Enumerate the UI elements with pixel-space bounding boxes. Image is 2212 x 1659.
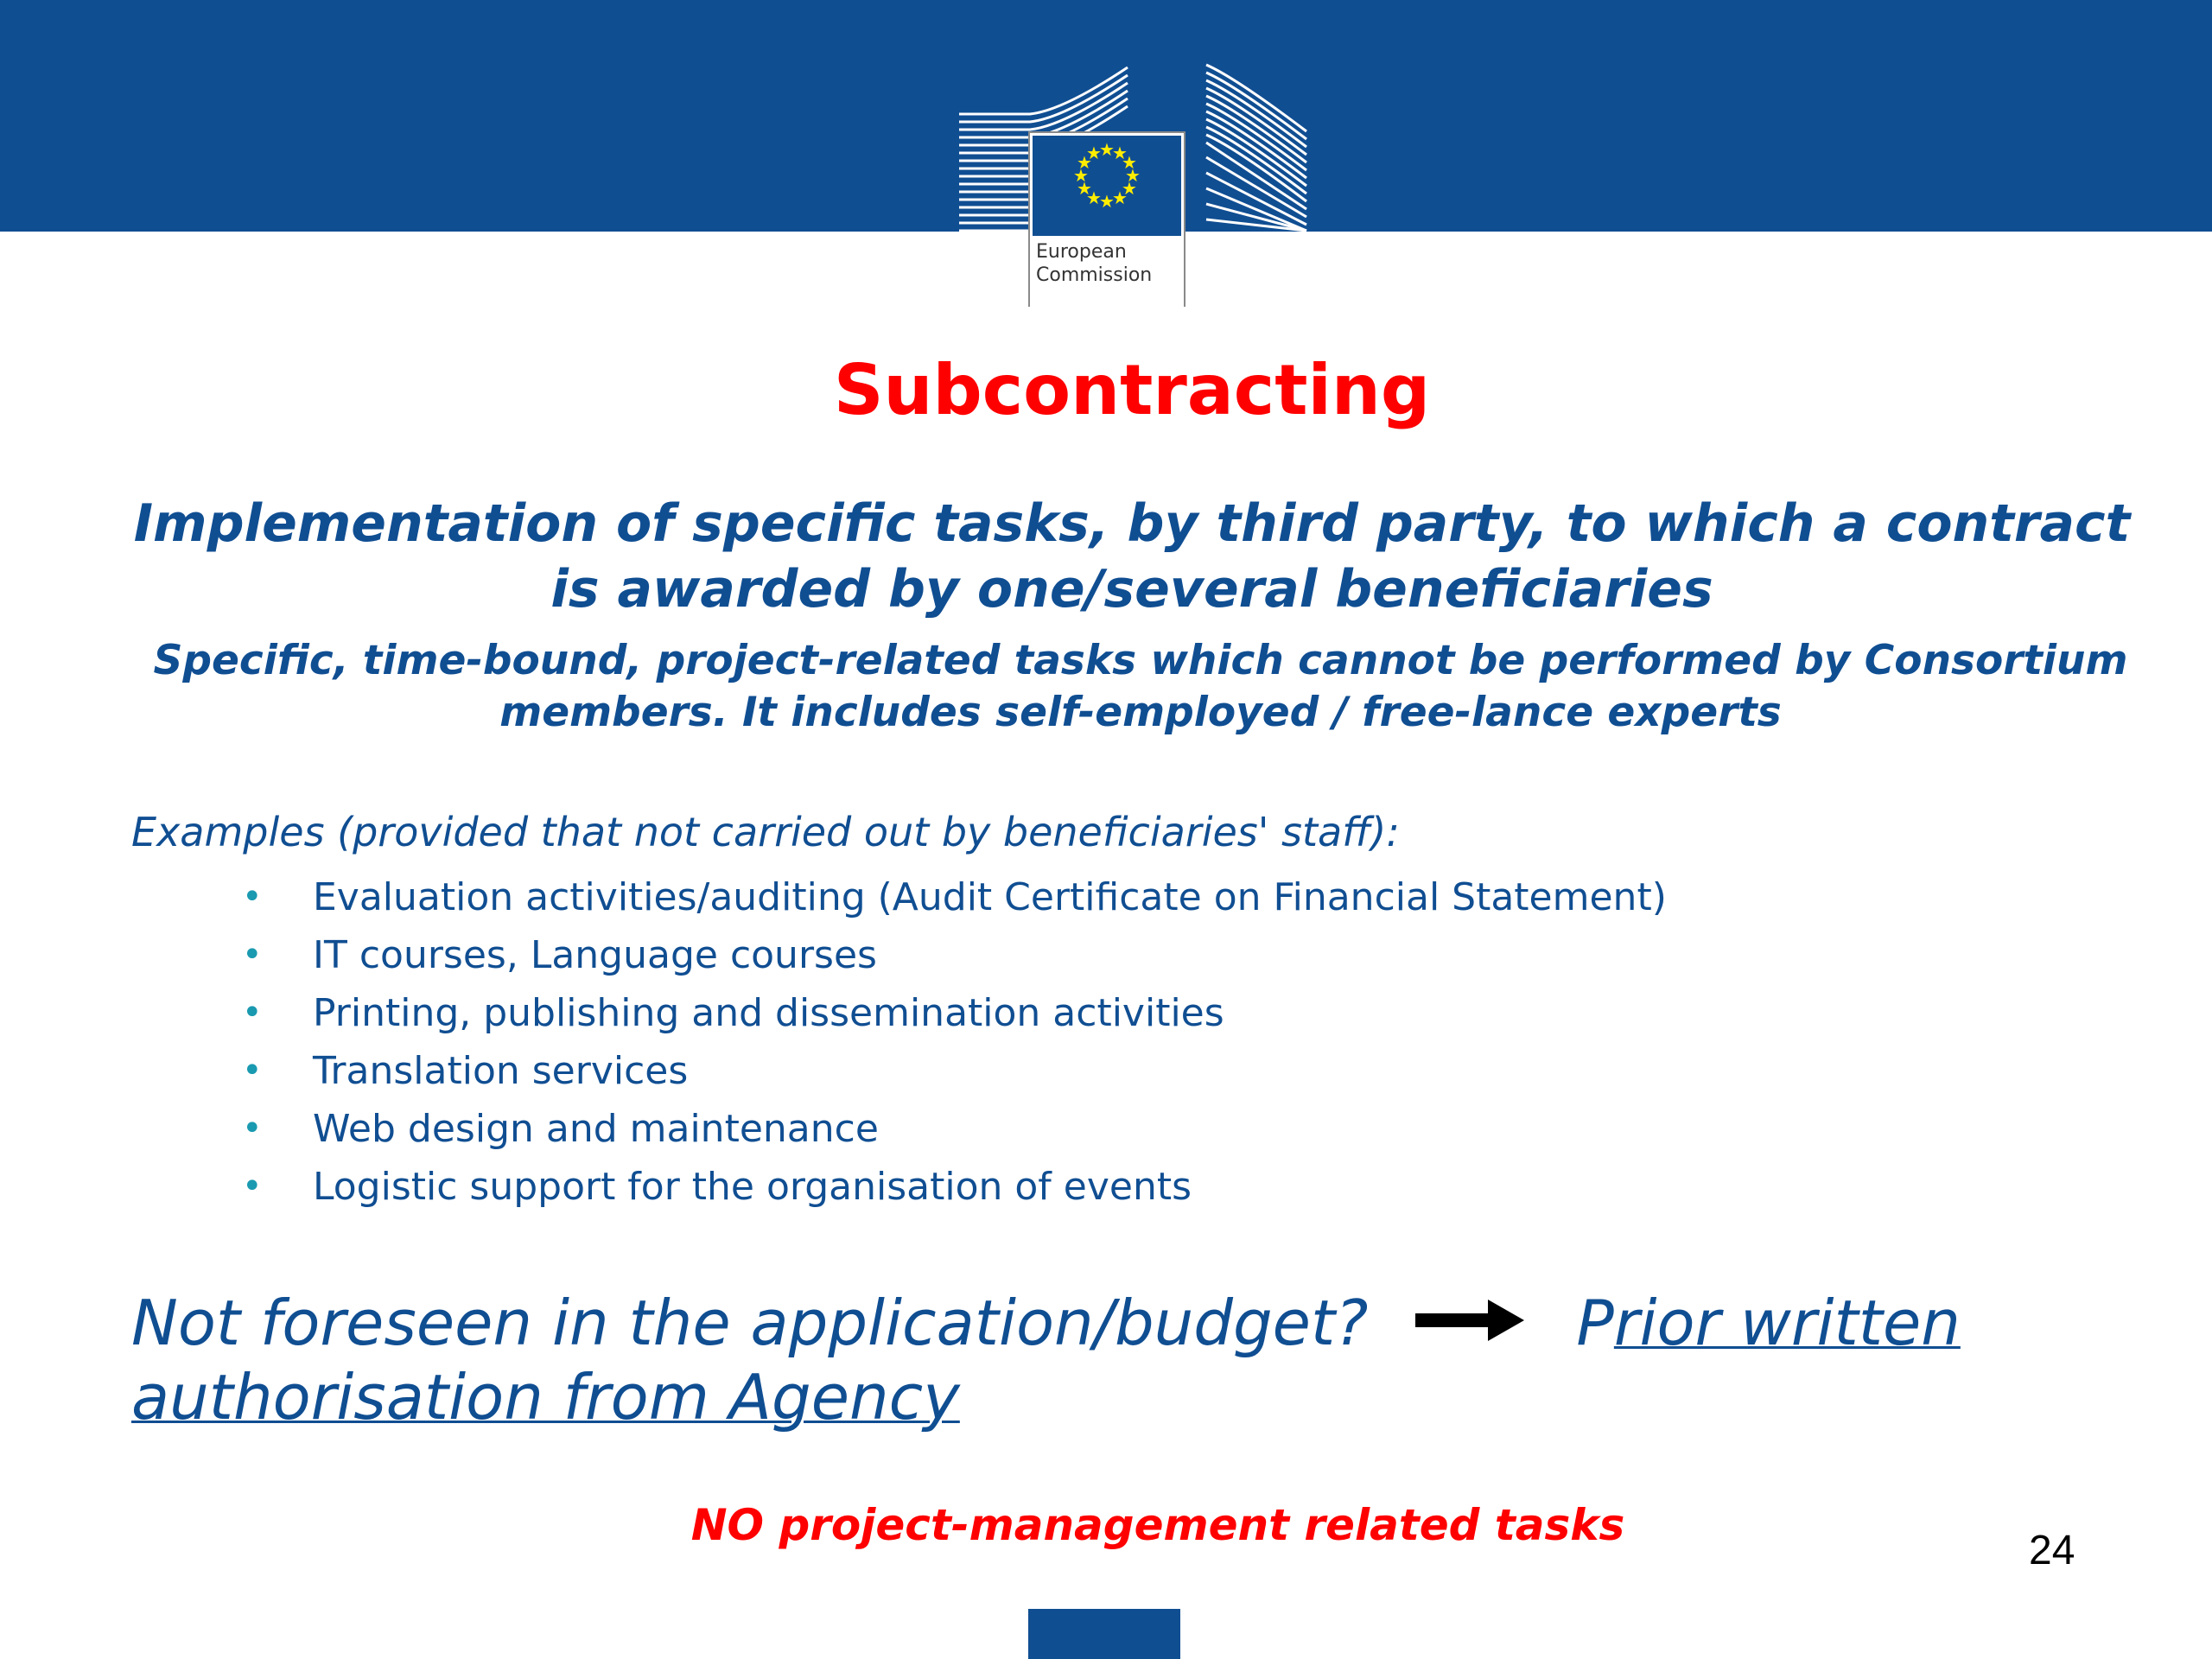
logo-text-line-1: European	[1036, 241, 1127, 263]
list-item	[242, 1100, 1667, 1158]
list-item	[242, 868, 1667, 926]
authorisation-note	[131, 1286, 2101, 1434]
flag-star: ★	[1086, 188, 1102, 208]
logo-text	[1036, 240, 1174, 287]
authorisation-first-letter: P	[1576, 1287, 1614, 1359]
flag-star: ★	[1077, 178, 1092, 199]
flag-star: ★	[1077, 152, 1092, 173]
list-item-text: Evaluation activities/auditing (Audit Certificate on Financial Statement)	[313, 875, 1667, 919]
bullet-icon: •	[242, 1051, 263, 1090]
bullet-icon: •	[242, 1166, 263, 1206]
footer-warning: NO project-management related tasks	[690, 1500, 1625, 1550]
footer-flag-tab	[1028, 1609, 1180, 1659]
list-item	[242, 1042, 1667, 1100]
flag-star: ★	[1099, 191, 1115, 212]
slide-title: Subcontracting	[833, 350, 1431, 430]
right-arrow-icon	[1415, 1300, 1524, 1341]
bullet-icon: •	[242, 877, 263, 917]
page-number: 24	[2029, 1528, 2075, 1573]
list-item-text: IT courses, Language courses	[313, 933, 877, 977]
flag-star: ★	[1125, 165, 1141, 186]
list-item-text: Translation services	[313, 1049, 689, 1093]
flag-star: ★	[1112, 143, 1128, 163]
list-item-text: Web design and maintenance	[313, 1107, 879, 1151]
list-item	[242, 984, 1667, 1042]
list-item	[242, 926, 1667, 984]
examples-intro: Examples (provided that not carried out by beneficiaries' staff):	[131, 809, 1400, 855]
flag-star: ★	[1122, 152, 1137, 173]
bullet-icon: •	[242, 935, 263, 975]
definition-heading: Implementation of specific tasks, by third party, to which a contract is awarded by one/several beneficiaries	[133, 493, 2131, 620]
flag-star: ★	[1112, 188, 1128, 208]
list-item-text: Logistic support for the organisation of events	[313, 1165, 1192, 1209]
logo-text-line-2: Commission	[1036, 264, 1153, 286]
authorisation-link[interactable]: rior written authorisation from Agency	[131, 1287, 1961, 1433]
definition-note: Specific, time-bound, project-related tasks which cannot be performed by Consortium members. It includes self-employed / free-lance experts	[153, 637, 2128, 736]
flag-star: ★	[1073, 165, 1089, 186]
flag-star: ★	[1122, 178, 1137, 199]
flag-star: ★	[1099, 139, 1115, 160]
flag-star: ★	[1086, 143, 1102, 163]
examples-list	[242, 868, 1667, 1216]
list-item-text: Printing, publishing and dissemination activities	[313, 991, 1224, 1035]
budget-question: Not foreseen in the application/budget?	[131, 1287, 1369, 1359]
bullet-icon: •	[242, 1109, 263, 1148]
bullet-icon: •	[242, 993, 263, 1033]
list-item	[242, 1158, 1667, 1216]
building-lines-right	[1206, 65, 1306, 231]
